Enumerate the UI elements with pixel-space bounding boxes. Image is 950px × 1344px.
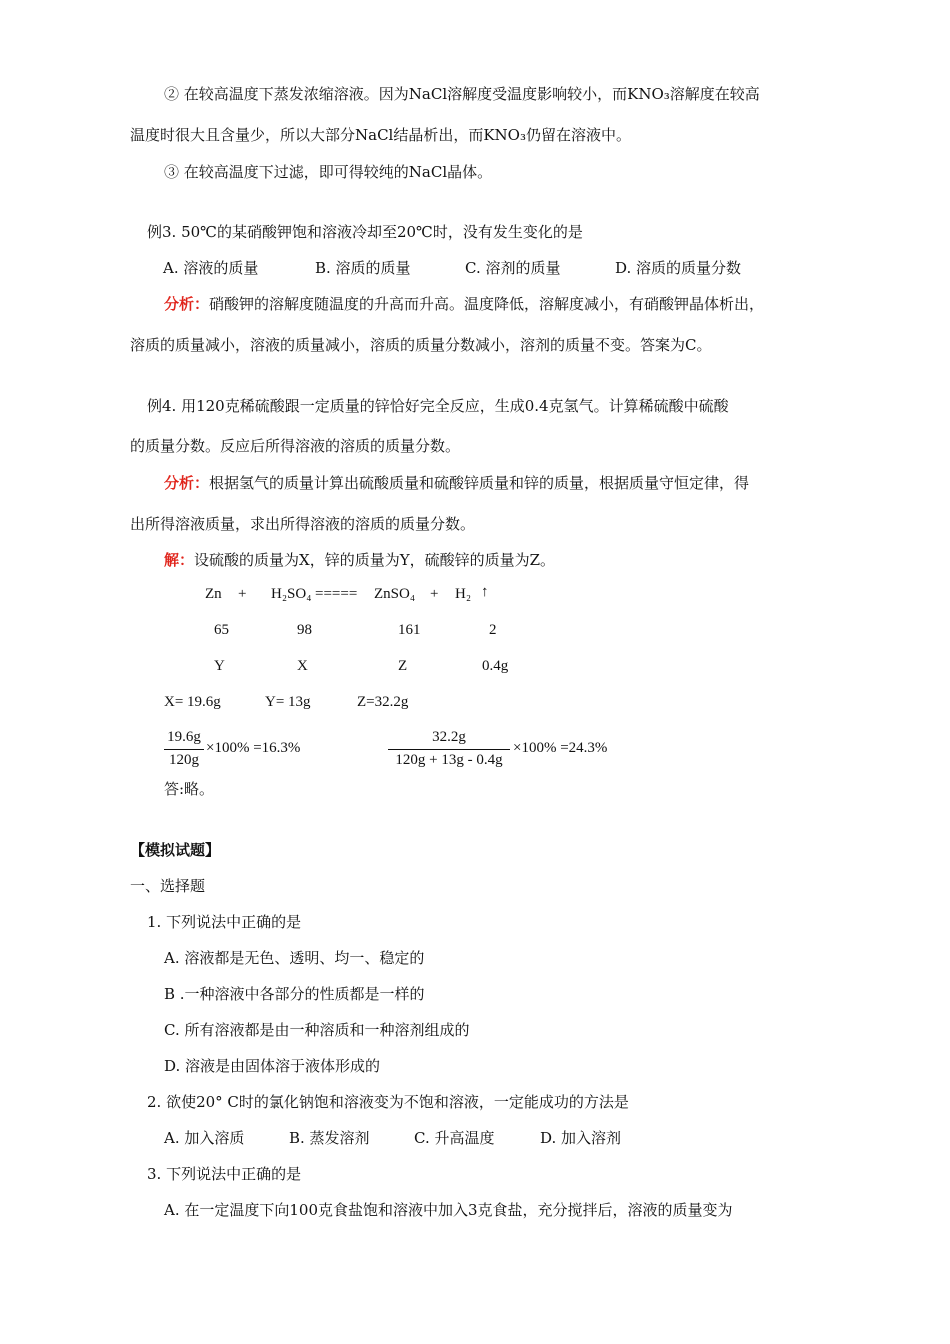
equation-arrow: ===== — [315, 586, 358, 602]
analysis-text: 硝酸钾的溶解度随温度的升高而升高。温度降低，溶解度减小，有硝酸钾晶体析出， — [209, 295, 765, 313]
example-3-option: B. 溶质的质量 — [315, 259, 411, 277]
result-value: Z=32.2g — [357, 694, 409, 710]
fraction-2 — [388, 729, 648, 773]
fraction-result: ×100% =16.3% — [206, 740, 301, 756]
paragraph-line: 温度时很大且含量少，所以大部分NaCl结晶析出，而KNO₃仍留在溶液中。 — [130, 126, 631, 144]
result-value: Y= 13g — [265, 694, 311, 710]
fraction-denominator: 120g — [169, 752, 199, 768]
paragraph-line: ② 在较高温度下蒸发浓缩溶液。因为NaCl溶解度受温度影响较小，而KNO₃溶解度在较高 — [164, 85, 760, 103]
equation-plus: + — [238, 586, 247, 602]
question-1-option: D. 溶液是由固体溶于液体形成的 — [164, 1057, 381, 1075]
paragraph-line: ③ 在较高温度下过滤，即可得较纯的NaCl晶体。 — [164, 163, 493, 181]
unknown-value: Y — [214, 658, 225, 674]
equation-h2so4: H₂SO₄ — [271, 586, 312, 602]
analysis-text: 根据氢气的质量计算出硫酸质量和硫酸锌质量和锌的质量，根据质量守恒定律，得 — [209, 474, 750, 492]
example-3-analysis — [164, 294, 764, 314]
analysis-label: 分析： — [164, 295, 210, 313]
equation-zn: Zn — [205, 586, 222, 602]
fraction-result: ×100% =24.3% — [513, 740, 608, 756]
example-3-question: 例3. 50℃的某硝酸钾饱和溶液冷却至20℃时，没有发生变化的是 — [147, 223, 583, 241]
mock-heading: 【模拟试题】 — [130, 841, 221, 859]
example-4-question-cont: 的质量分数。反应后所得溶液的溶质的质量分数。 — [130, 437, 461, 455]
fraction-denominator: 120g + 13g - 0.4g — [395, 752, 503, 768]
unknown-value: 0.4g — [482, 658, 509, 674]
question-1-option: C. 所有溶液都是由一种溶质和一种溶剂组成的 — [164, 1021, 470, 1039]
question-1-stem: 1. 下列说法中正确的是 — [147, 913, 302, 931]
question-2-option: A. 加入溶质 — [164, 1129, 245, 1147]
fraction-bar — [388, 749, 510, 750]
mass-value: 161 — [398, 622, 421, 638]
equation-znso4: ZnSO₄ — [374, 586, 416, 602]
solution-label: 解： — [164, 551, 195, 569]
question-1-option: B .一种溶液中各部分的性质都是一样的 — [164, 985, 425, 1003]
example-4-solution — [164, 550, 555, 570]
question-2-stem: 2. 欲使20° C时的氯化钠饱和溶液变为不饱和溶液，一定能成功的方法是 — [147, 1093, 629, 1111]
solution-text: 设硫酸的质量为X，锌的质量为Y，硫酸锌的质量为Z。 — [194, 551, 556, 569]
question-2-option: D. 加入溶剂 — [540, 1129, 622, 1147]
question-3-option: A. 在一定温度下向100克食盐饱和溶液中加入3克食盐，充分搅拌后，溶液的质量变为 — [164, 1201, 733, 1219]
equation-h2: H₂ — [455, 586, 472, 602]
fraction-numerator: 32.2g — [432, 729, 466, 745]
question-2-option: C. 升高温度 — [414, 1129, 495, 1147]
answer-text: 答:略。 — [164, 780, 215, 798]
unknown-value: X — [297, 658, 308, 674]
mass-value: 65 — [214, 622, 229, 638]
example-4-analysis-cont: 出所得溶液质量，求出所得溶液的溶质的质量分数。 — [130, 515, 476, 533]
gas-arrow-icon: ↑ — [481, 584, 489, 600]
result-value: X= 19.6g — [164, 694, 221, 710]
fraction-1 — [164, 729, 324, 773]
fraction-bar — [164, 749, 204, 750]
analysis-label: 分析： — [164, 474, 210, 492]
question-1-option: A. 溶液都是无色、透明、均一、稳定的 — [164, 949, 425, 967]
example-4-analysis — [164, 473, 749, 493]
example-3-option: C. 溶剂的质量 — [465, 259, 561, 277]
example-4-question: 例4. 用120克稀硫酸跟一定质量的锌恰好完全反应，生成0.4克氢气。计算稀硫酸中硫酸 — [147, 397, 729, 415]
question-2-option: B. 蒸发溶剂 — [289, 1129, 370, 1147]
unknown-value: Z — [398, 658, 408, 674]
section-title: 一、选择题 — [130, 877, 206, 895]
example-3-option: D. 溶质的质量分数 — [615, 259, 742, 277]
question-3-stem: 3. 下列说法中正确的是 — [147, 1165, 302, 1183]
equation-plus: + — [430, 586, 439, 602]
fraction-numerator: 19.6g — [167, 729, 201, 745]
example-3-analysis-cont: 溶质的质量减小，溶液的质量减小，溶质的质量分数减小，溶剂的质量不变。答案为C。 — [130, 336, 712, 354]
mass-value: 98 — [297, 622, 312, 638]
example-3-option: A. 溶液的质量 — [163, 259, 259, 277]
mass-value: 2 — [489, 622, 497, 638]
